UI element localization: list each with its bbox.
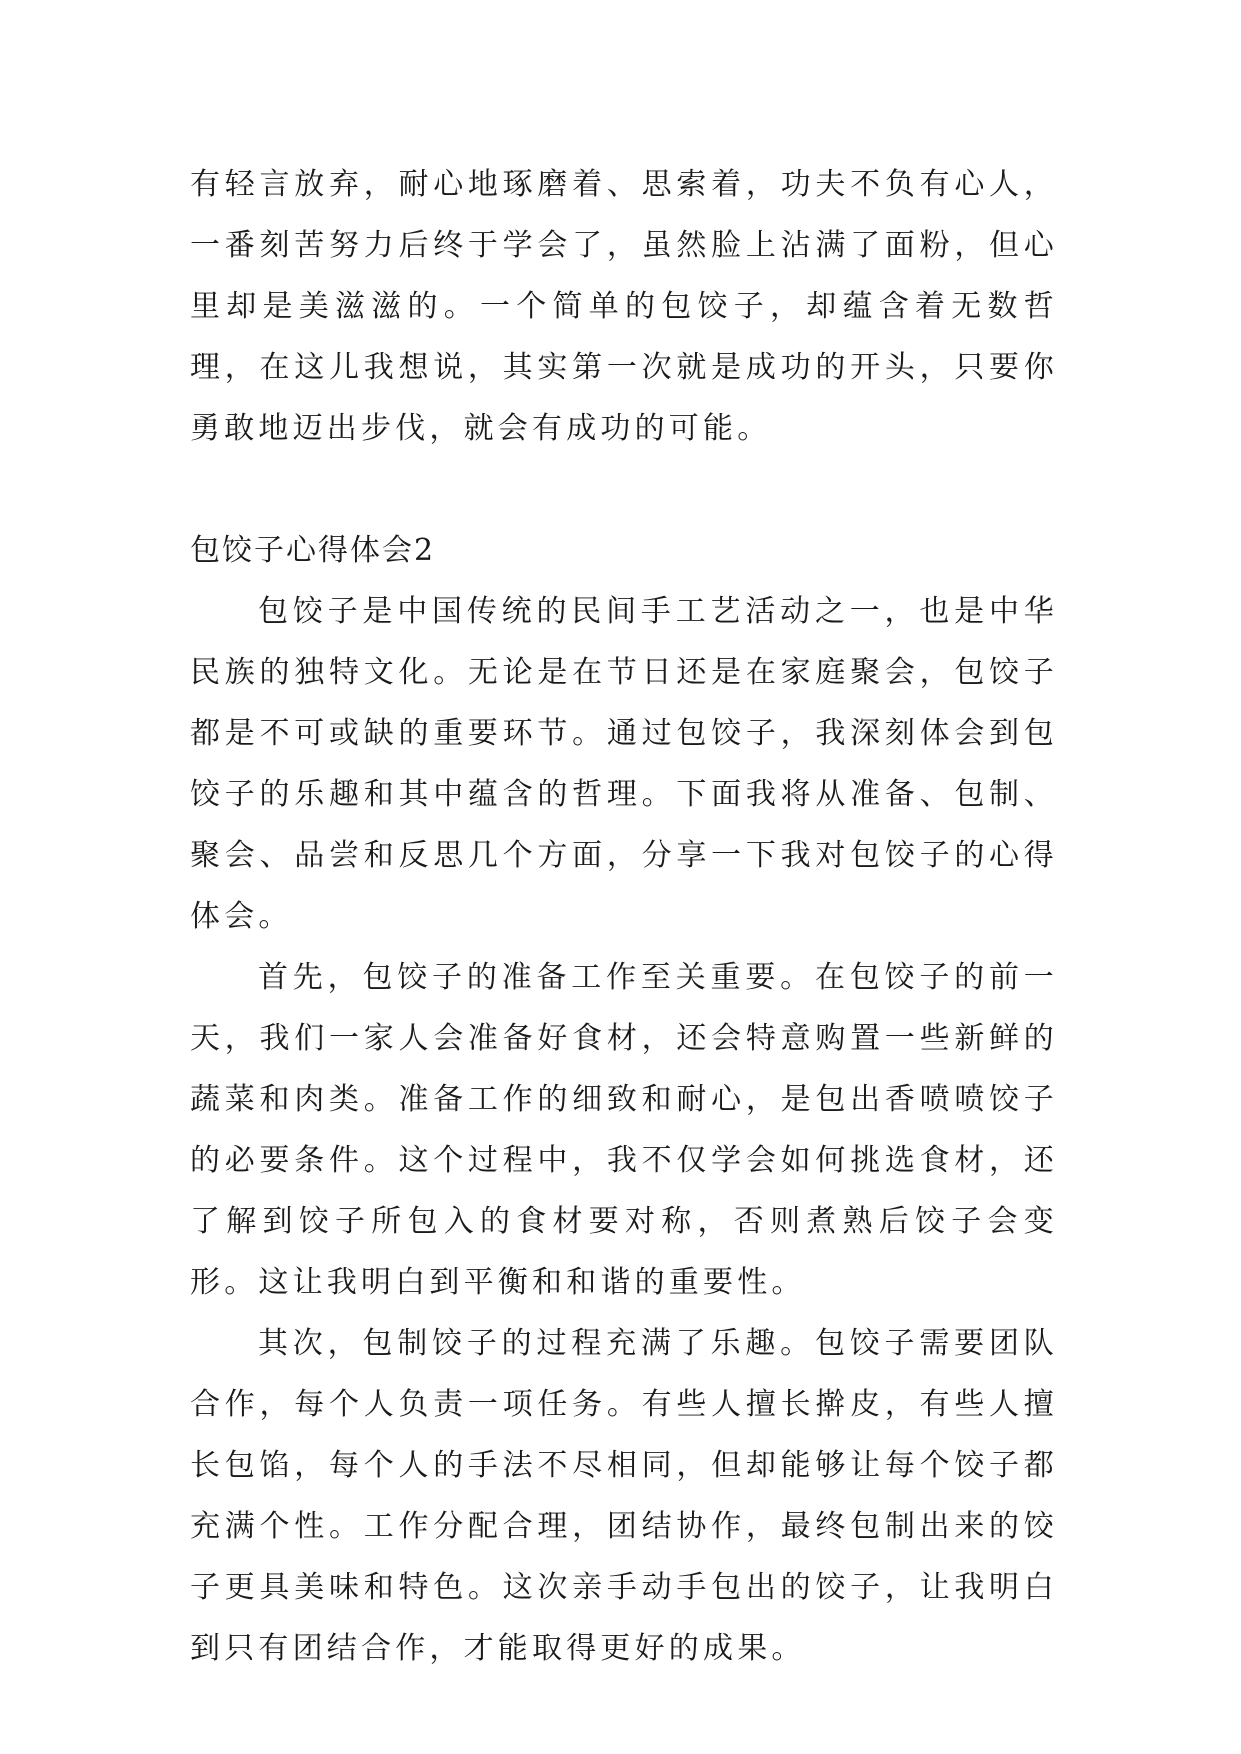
- paragraph-continued: 有轻言放弃，耐心地琢磨着、思索着，功夫不负有心人，一番刻苦努力后终于学会了，虽然脸上沾满了面粉，但心里却是美滋滋的。一个简单的包饺子，却蕴含着无数哲理，在这儿我想说，其实第一次就是成功的开头，只要你勇敢地迈出步伐，就会有成功的可能。: [190, 167, 1058, 446]
- section-gap: [190, 459, 1058, 520]
- paragraph-making: 其次，包制饺子的过程充满了乐趣。包饺子需要团队合作，每个人负责一项任务。有些人擅长擀皮，有些人擅长包馅，每个人的手法不尽相同，但却能够让每个饺子都充满个性。工作分配合理，团结协作，最终包制出来的饺子更具美味和特色。这次亲手动手包出的饺子，让我明白到只有团结合作，才能取得更好的成果。: [190, 1326, 1058, 1666]
- paragraph-intro: 包饺子是中国传统的民间手工艺活动之一，也是中华民族的独特文化。无论是在节日还是在家庭聚会，包饺子都是不可或缺的重要环节。通过包饺子，我深刻体会到包饺子的乐趣和其中蕴含的哲理。下面我将从准备、包制、聚会、品尝和反思几个方面，分享一下我对包饺子的心得体会。: [190, 594, 1058, 934]
- paragraph-preparation: 首先，包饺子的准备工作至关重要。在包饺子的前一天，我们一家人会准备好食材，还会特意购置一些新鲜的蔬菜和肉类。准备工作的细致和耐心，是包出香喷喷饺子的必要条件。这个过程中，我不仅学会如何挑选食材，还了解到饺子所包入的食材要对称，否则煮熟后饺子会变形。这让我明白到平衡和和谐的重要性。: [190, 960, 1058, 1300]
- document-body: [190, 154, 1058, 1679]
- section-heading: 包饺子心得体会2: [190, 533, 436, 568]
